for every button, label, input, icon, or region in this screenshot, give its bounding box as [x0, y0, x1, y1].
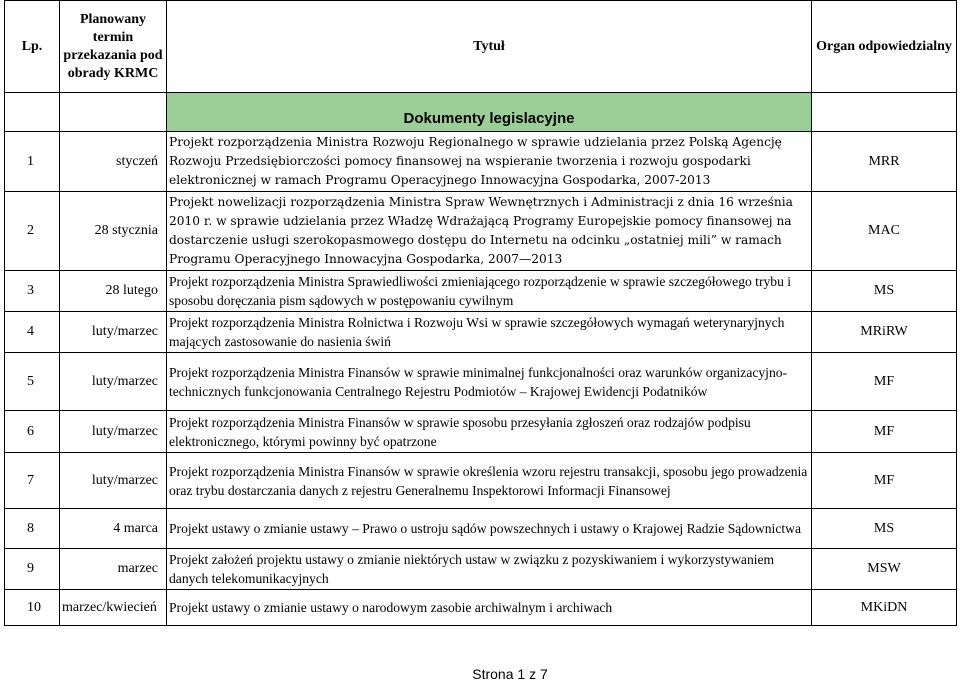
page-number: Strona 1 z 7 [472, 666, 548, 682]
row-lp: 8 [5, 509, 60, 549]
table-row [5, 453, 957, 509]
row-term: 28 stycznia [60, 192, 167, 271]
row-lp: 9 [5, 549, 60, 590]
row-organ: MSW [812, 549, 957, 590]
table-row [5, 509, 957, 549]
table-row [5, 271, 957, 312]
row-organ: MS [812, 271, 957, 312]
row-lp: 7 [5, 453, 60, 509]
row-organ: MKiDN [812, 590, 957, 626]
row-organ: MRiRW [812, 312, 957, 353]
row-organ: MS [812, 509, 957, 549]
legislative-schedule-table [4, 0, 957, 626]
table-header-row [5, 1, 957, 93]
table-row [5, 312, 957, 353]
row-term: marzec/kwiecień [60, 590, 167, 626]
row-term: marzec [60, 549, 167, 590]
section-row [5, 93, 957, 132]
row-lp: 5 [5, 353, 60, 411]
header-title: Tytuł [167, 1, 812, 93]
table-row [5, 353, 957, 411]
row-title: Projekt nowelizacji rozporządzenia Ministra Spraw Wewnętrznych i Administracji z dnia 16 września 2010 r. w sprawie udzielania przez Władzę Wdrażającą Programy Europejskie pomocy finansowej na dostarczenie usługi szerokopasmowego dostępu do Internetu na odcinku „ostatniej mili” w ramach Programu Operacyjnego Innowacyjna Gospodarka, 2007—2013 [167, 192, 812, 271]
row-term: 4 marca [60, 509, 167, 549]
row-lp: 2 [5, 192, 60, 271]
row-organ: MRR [812, 132, 957, 192]
row-term: luty/marzec [60, 453, 167, 509]
row-organ: MF [812, 411, 957, 453]
table-row [5, 132, 957, 192]
row-title: Projekt rozporządzenia Ministra Rozwoju Regionalnego w sprawie udzielania przez Polską Agencję Rozwoju Przedsiębiorczości pomocy finansowej na wspieranie tworzenia i rozwoju gospodarki elektronicznej w ramach Programu Operacyjnego Innowacyjna Gospodarka, 2007-2013 [167, 132, 812, 192]
section-title: Dokumenty legislacyjne [167, 93, 812, 132]
header-term: Planowany termin przekazania pod obrady KRMC [60, 1, 167, 93]
row-organ: MAC [812, 192, 957, 271]
row-title: Projekt rozporządzenia Ministra Sprawiedliwości zmieniającego rozporządzenie w sprawie szczegółowego trybu i sposobu doręczania pism sądowych w postępowaniu cywilnym [167, 271, 812, 312]
row-title: Projekt założeń projektu ustawy o zmianie niektórych ustaw w związku z pozyskiwaniem i wykorzystywaniem danych telekomunikacyjnych [167, 549, 812, 590]
row-lp: 4 [5, 312, 60, 353]
row-term: luty/marzec [60, 411, 167, 453]
table-row [5, 192, 957, 271]
row-term: 28 lutego [60, 271, 167, 312]
row-title: Projekt ustawy o zmianie ustawy o narodowym zasobie archiwalnym i archiwach [167, 590, 812, 626]
row-term: luty/marzec [60, 353, 167, 411]
row-title: Projekt rozporządzenia Ministra Rolnictwa i Rozwoju Wsi w sprawie szczegółowych wymagań weterynaryjnych mających zastosowanie do nasienia świń [167, 312, 812, 353]
row-term: luty/marzec [60, 312, 167, 353]
row-title: Projekt rozporządzenia Ministra Finansów w sprawie minimalnej funkcjonalności oraz warunków organizacyjno-technicznych funkcjonowania Centralnego Rejestru Podmiotów – Krajowej Ewidencji Podatników [167, 353, 812, 411]
row-lp: 3 [5, 271, 60, 312]
row-title: Projekt ustawy o zmianie ustawy – Prawo o ustroju sądów powszechnych i ustawy o Krajowej Radzie Sądownictwa [167, 509, 812, 549]
table-row [5, 549, 957, 590]
row-lp: 10 [5, 590, 60, 626]
row-organ: MF [812, 453, 957, 509]
header-organ: Organ odpowiedzialny [812, 1, 957, 93]
header-lp: Lp. [5, 1, 60, 93]
row-title: Projekt rozporządzenia Ministra Finansów w sprawie określenia wzoru rejestru transakcji, sposobu jego prowadzenia oraz trybu dostarczania danych z rejestru Generalnemu Inspektorowi Informacji Finansowej [167, 453, 812, 509]
table-row [5, 590, 957, 626]
row-lp: 1 [5, 132, 60, 192]
table-row [5, 411, 957, 453]
row-lp: 6 [5, 411, 60, 453]
row-organ: MF [812, 353, 957, 411]
row-title: Projekt rozporządzenia Ministra Finansów w sprawie sposobu przesyłania zgłoszeń oraz rodzajów podpisu elektronicznego, którymi powinny być opatrzone [167, 411, 812, 453]
row-term: styczeń [60, 132, 167, 192]
